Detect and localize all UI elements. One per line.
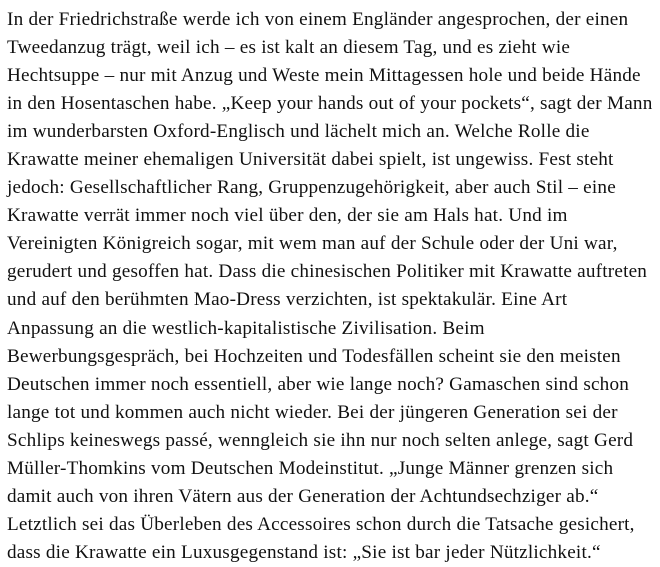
body-paragraph: In der Friedrichstraße werde ich von einem Engländer angesprochen, der einen Tweedanzug trägt, weil ich – es ist kalt an diesem Tag, und es zieht wie Hechtsuppe – nur mit Anzug und Weste mein Mittagessen hole und beide Hände in den Hosentaschen habe. „Keep your hands out of your pockets“, sagt der Mann im wunderbarsten Oxford-Englisch und lächelt mich an. Welche Rolle die Krawatte meiner ehemaligen Universität dabei spielt, ist ungewiss. Fest steht jedoch: Gesellschaftlicher Rang, Gruppenzugehörigkeit, aber auch Stil – eine Krawatte verrät immer noch viel über den, der sie am Hals hat. Und im Vereinigten Königreich sogar, mit wem man auf der Schule oder der Uni war, gerudert und gesoffen hat. Dass die chinesischen Politiker mit Krawatte auftreten und auf den berühmten Mao-Dress verzichten, ist spektakulär. Eine Art Anpassung an die westlich-kapitalistische Zivilisation. Beim Bewerbungsgespräch, bei Hochzeiten und Todesfällen scheint sie den meisten Deutschen immer noch essentiell, aber wie lange noch? Gamaschen sind schon lange tot und kommen auch nicht wieder. Bei der jüngeren Generation sei der Schlips keineswegs passé, wenngleich sie ihn nur noch selten anlege, sagt Gerd Müller-Thomkins vom Deutschen Modeinstitut. „Junge Männer grenzen sich damit auch von ihren Vätern aus der Generation der Achtundsechziger ab.“ Letztlich sei das Überleben des Accessoires schon durch die Tatsache gesichert, dass die Krawatte ein Luxusgegenstand ist: „Sie ist bar jeder Nützlichkeit.“ (7, 9, 653, 563)
article-body-text (7, 6, 655, 567)
